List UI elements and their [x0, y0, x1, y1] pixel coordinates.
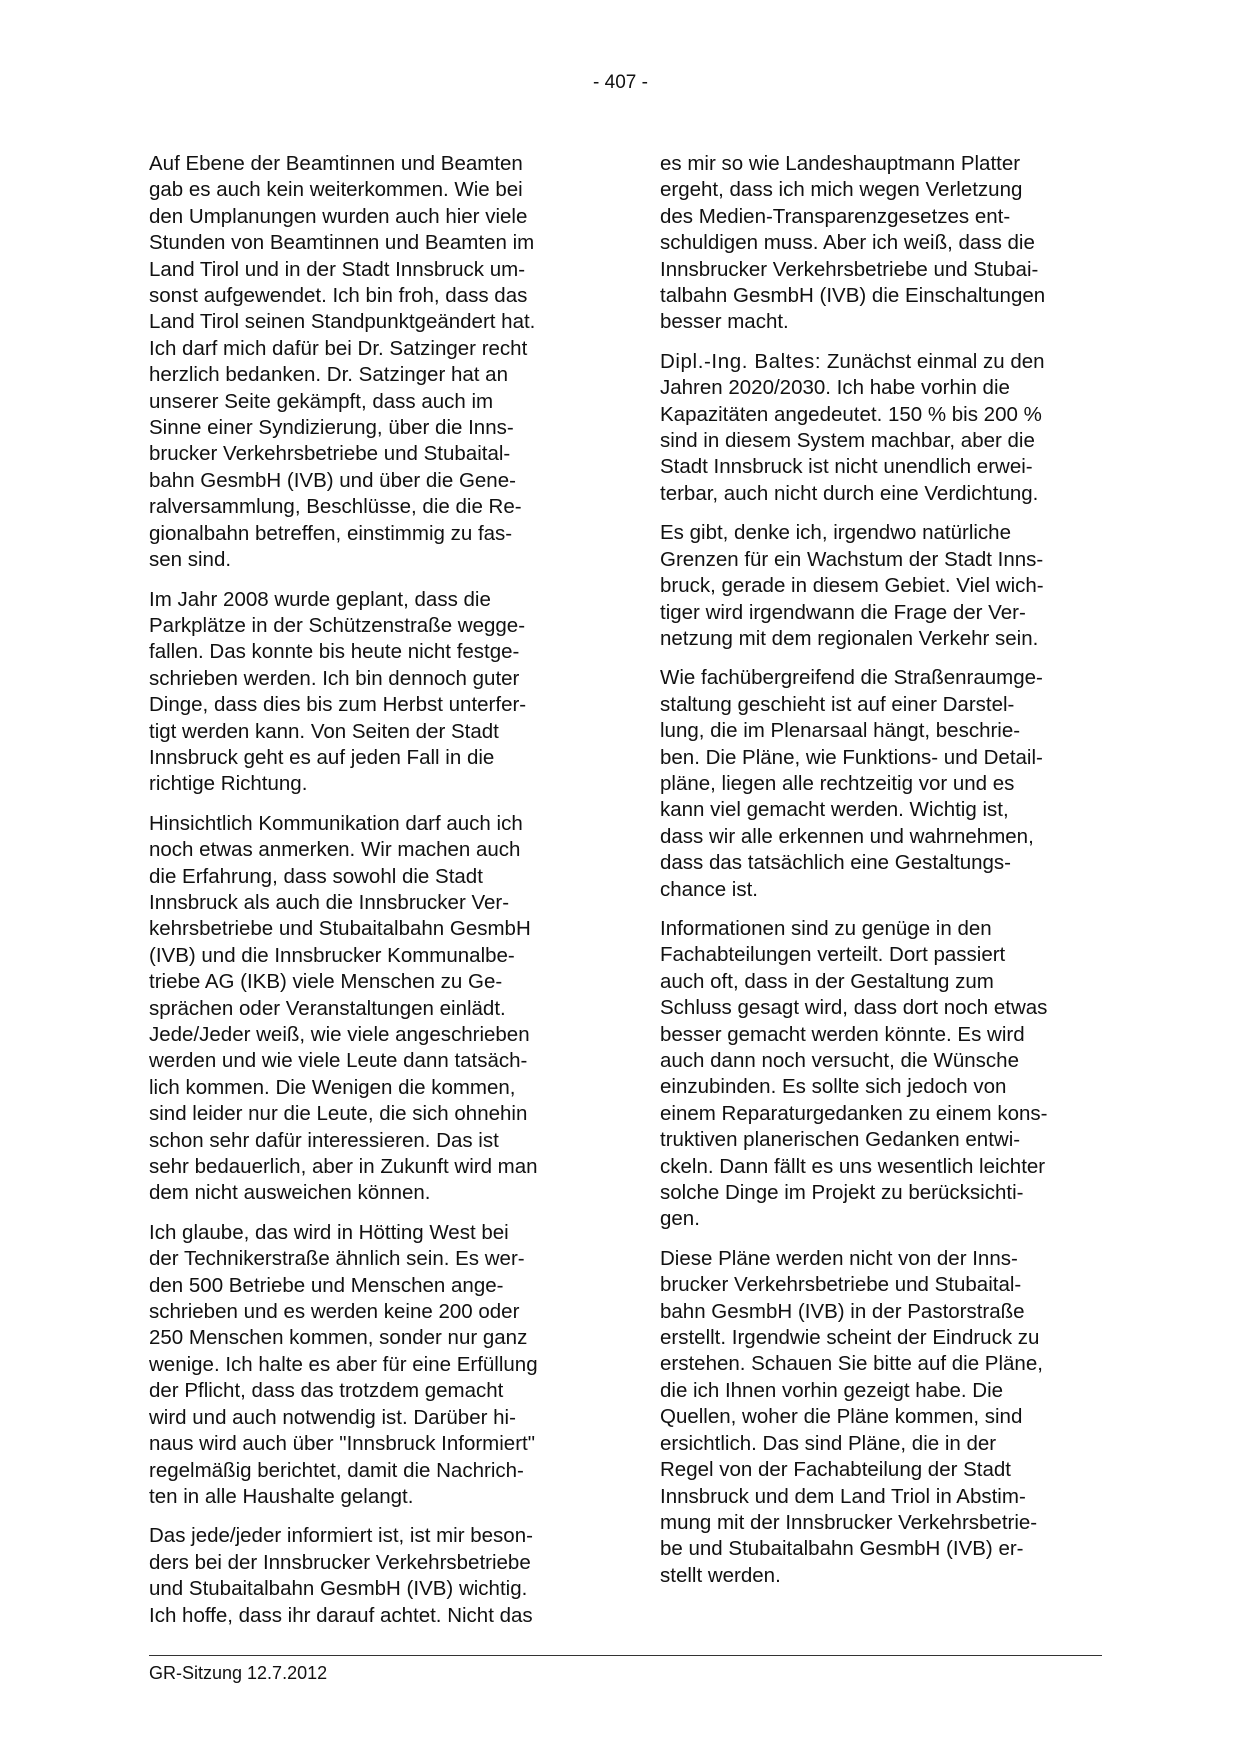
paragraph: Informationen sind zu genüge in den Fachabteilungen verteilt. Dort passiert auch oft, dass in der Gestaltung zum Schluss gesagt wird, dass dort noch etwas besser gemacht werden könnte. Es wird auch dann noch versucht, die Wünsche einzubinden. Es sollte sich jedoch von einem Reparaturgedanken zu einem kons- truktiven planerischen Gedanken entwi- ckeln. Dann fällt es uns wesentlich leichter solche Dinge im Projekt zu berücksichti- gen.: [660, 916, 1048, 1231]
speaker-paragraph: [660, 349, 1100, 507]
speaker-name: Dipl.-Ing. Baltes:: [660, 349, 822, 373]
footer-session-date: GR-Sitzung 12.7.2012: [149, 1663, 328, 1683]
paragraph: Ich glaube, das wird in Hötting West bei der Technikerstraße ähnlich sein. Es wer- den 500 Betriebe und Menschen ange- schrieben und es werden keine 200 oder 250 Menschen kommen, sonder nur ganz wenige. Ich halte es aber für eine Erfüllung der Pflicht, dass das trotzdem gemacht wird und auch notwendig ist. Darüber hi- naus wird auch über "Innsbruck Informiert" regelmäßig berichtet, damit die Nachrich- ten in alle Haushalte gelangt.: [149, 1220, 538, 1508]
paragraph: Es gibt, denke ich, irgendwo natürliche Grenzen für ein Wachstum der Stadt Inns- bruck, gerade in diesem Gebiet. Viel wich- tiger wird irgendwann die Frage der Ver- netzung mit dem regionalen Verkehr sein.: [660, 521, 1044, 650]
left-column: [149, 151, 589, 1642]
speaker-statement: Zunächst einmal zu den Jahren 2020/2030. Ich habe vorhin die Kapazitäten angedeutet. 150 % bis 200 % sind in diesem System machbar, aber die Stadt Innsbruck ist nicht unendlich erwei- terbar, auch nicht durch eine Verdichtung.: [660, 349, 1045, 505]
page-number: - 407 -: [593, 72, 648, 93]
paragraph: es mir so wie Landeshauptmann Platter ergeht, dass ich mich wegen Verletzung des Medien-Transparenzgesetzes ent- schuldigen muss. Aber ich weiß, dass die Innsbrucker Verkehrsbetriebe und Stubai- talbahn GesmbH (IVB) die Einschaltungen besser macht.: [660, 152, 1046, 334]
paragraph: Hinsichtlich Kommunikation darf auch ich noch etwas anmerken. Wir machen auch die Erfahrung, dass sowohl die Stadt Innsbruck als auch die Innsbrucker Ver- kehrsbetriebe und Stubaitalbahn GesmbH (IVB) und die Innsbrucker Kommunalbe- triebe AG (IKB) viele Menschen zu Ge- sprächen oder Veranstaltungen einlädt. Jede/Jeder weiß, wie viele angeschrieben werden und wie viele Leute dann tatsäch- lich kommen. Die Wenigen die kommen, sind leider nur die Leute, die sich ohnehin schon sehr dafür interessieren. Das ist sehr bedauerlich, aber in Zukunft wird man dem nicht ausweichen können.: [149, 811, 538, 1205]
paragraph: Wie fachübergreifend die Straßenraumge- staltung geschieht ist auf einer Darstel- lung, die im Plenarsaal hängt, beschrie- ben. Die Pläne, wie Funktions- und Detail- pläne, liegen alle rechtzeitig vor und es kann viel gemacht werden. Wichtig ist, dass wir alle erkennen und wahrnehmen, dass das tatsächlich eine Gestaltungs- chance ist.: [660, 666, 1043, 901]
paragraph: Im Jahr 2008 wurde geplant, dass die Parkplätze in der Schützenstraße wegge- fallen. Das konnte bis heute nicht festge- schrieben werden. Ich bin dennoch guter Dinge, dass dies bis zum Herbst unterfer- tigt werden kann. Von Seiten der Stadt Innsbruck geht es auf jeden Fall in die richtige Richtung.: [149, 587, 527, 796]
paragraph: Auf Ebene der Beamtinnen und Beamten gab es auch kein weiterkommen. Wie bei den Umplanungen wurden auch hier viele Stunden von Beamtinnen und Beamten im Land Tirol und in der Stadt Innsbruck um- sonst aufgewendet. Ich bin froh, dass das Land Tirol seinen Standpunktgeändert hat. Ich darf mich dafür bei Dr. Satzinger recht herzlich bedanken. Dr. Satzinger hat an unserer Seite gekämpft, dass auch im Sinne einer Syndizierung, über die Inns- brucker Verkehrsbetriebe und Stubaital- bahn GesmbH (IVB) und über die Gene- ralversammlung, Beschlüsse, die die Re- gionalbahn betreffen, einstimmig zu fas- sen sind.: [149, 152, 536, 572]
footer-divider: [149, 1655, 1102, 1656]
right-column: [660, 151, 1100, 1602]
paragraph: Diese Pläne werden nicht von der Inns- brucker Verkehrsbetriebe und Stubaital- bahn GesmbH (IVB) in der Pastorstraße erstellt. Irgendwie scheint der Eindruck zu erstehen. Schauen Sie bitte auf die Pläne, die ich Ihnen vorhin gezeigt habe. Die Quellen, woher die Pläne kommen, sind ersichtlich. Das sind Pläne, die in der Regel von der Fachabteilung der Stadt Innsbruck und dem Land Triol in Abstim- mung mit der Innsbrucker Verkehrsbetrie- be und Stubaitalbahn GesmbH (IVB) er- stellt werden.: [660, 1246, 1043, 1587]
paragraph: Das jede/jeder informiert ist, ist mir beson- ders bei der Innsbrucker Verkehrsbetriebe und Stubaitalbahn GesmbH (IVB) wichtig. Ich hoffe, dass ihr darauf achtet. Nicht das: [149, 1524, 533, 1627]
